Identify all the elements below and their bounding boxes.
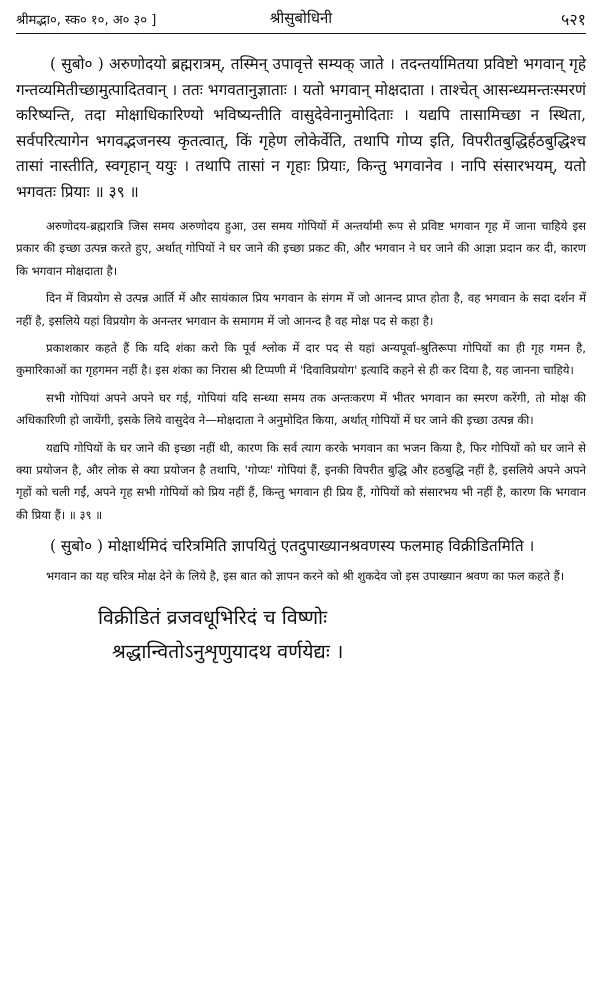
sanskrit-commentary-2: ( सुबो० ) मोक्षार्थमिदं चरित्रमिति ज्ञापयितुं एतदुपाख्यानश्रवणस्य फलमाह विक्रीडितमिति । <box>50 537 535 556</box>
header-title: श्रीसुबोधिनी <box>269 9 333 27</box>
hindi-paragraph-4: सभी गोपियां अपने अपने घर गई, गोपियां यदि सन्ध्या समय तक अन्तःकरण में भीतर भगवान का स्मरण करेंगी, तो मोक्ष की अधिकारिणी हो जायेंगी, इसके लिये वासुदेव ने—मोक्षदाता ने अनुमोदित किया, अर्थात् गोपियों में घर जाने की इच्छा उत्पन्न की। <box>16 390 586 428</box>
hindi-paragraph-5: यद्यपि गोपियों के घर जाने की इच्छा नहीं थी, कारण कि सर्व त्याग करके भगवान का भजन किया है, फिर गोपियों को घर जाने से क्या प्रयोजन है, और लोक से क्या प्रयोजन है तथापि, 'गोप्यः' गोपियां हैं, इनकी विपरीत बुद्धि और हठबुद्धि नहीं है, इसलिये अपने अपने गृहों को चली गईं, अपने गृह सभी गोपियों को प्रिय नहीं हैं, किन्तु भगवान ही प्रिय हैं, गोपियों को संसारभय भी नहीं है, कारण कि भगवान की प्रिया हैं। ॥ ३९ ॥ <box>16 440 586 522</box>
sanskrit-commentary-1: ( सुबो० ) अरुणोदयो ब्रह्मरात्रम्, तस्मिन् उपावृत्ते सम्यक् जाते । तदन्तर्यामितया प्रविष्टो भगवान् गृहे गन्तव्यमितीच्छामुत्पादितवान् । ततः भगवतानुज्ञाताः । यतो भगवान् मोक्षदाता । ताश्चेत् आसन्ध्यमन्तःस्मरणं करिष्यन्ति, तदा मोक्षाधिकारिण्यो भविष्यन्तीति वासुदेवेनानुमोदिताः । यद्यपि तासामिच्छा न स्थिता, सर्वपरित्यागेन भगवद्भजनस्य कृतत्वात्, किं गृहेण लोकेर्वेति, तथापि गोप्य इति, विपरीतबुद्धिर्हठबुद्धिश्च तासां नास्तीति, स्वगृहान् ययुः । तथापि तासां न गृहाः प्रियाः, किन्तु भगवानेव । नापि संसारभयम्, यतो भगवतः प्रियाः ॥ ३९ ॥ <box>16 55 586 201</box>
verse-line-1: विक्रीडितं व्रजवधूभिरिदं च विष्णोः <box>98 606 328 630</box>
hindi-final-paragraph: भगवान का यह चरित्र मोक्ष देने के लिये है, इस बात को ज्ञापन करने को श्री शुकदेव जो इस उपाख्यान श्रवण का फल कहते हैं। <box>46 568 565 583</box>
hindi-paragraph-2: दिन में विप्रयोग से उत्पन्न आर्ति में और सायंकाल प्रिय भगवान के संगम में जो आनन्द प्राप्त होता है, वह भगवान के सदा दर्शन में नहीं है, इसलिये यहां विप्रयोग के अनन्तर भगवान के समागम में जो आनन्द है वह मोक्ष पद से कहा है। <box>16 291 586 328</box>
page-number: ५२१ <box>561 10 586 29</box>
verse-line-2: श्रद्धान्वितोऽनुशृणुयादथ वर्णयेद्यः । <box>112 640 344 664</box>
hindi-paragraph-3: प्रकाशकार कहते हैं कि यदि शंका करो कि पूर्व श्लोक में दार पद से यहां अन्यपूर्वा-श्रुतिरूपा गोपियों का ही गृह गमन है, कुमारिकाओं का गृहगमन नहीं है। इस शंका का निरास श्री टिप्पणी में 'दिवाविप्रयोग' इत्यादि कहने से ही कर दिया है, यह जानना चाहिये। <box>16 341 586 378</box>
header-divider <box>16 33 586 34</box>
hindi-paragraph-1: अरुणोदय-ब्रह्मरात्रि जिस समय अरुणोदय हुआ, उस समय गोपियों में अन्तर्यामी रूप से प्रविष्ट भगवान गृह में जाना चाहिये इस प्रकार की इच्छा उत्पन्न करते हुए, अर्थात् गोपियों ने घर जाने की इच्छा प्रकट की, और भगवान ने घर जाने की आज्ञा प्रदान कर दी, कारण कि भगवान मोक्षदाता है। <box>16 219 586 278</box>
header-reference: श्रीमद्भा०, स्क० १०, अ० ३० ] <box>16 13 157 28</box>
page-header <box>16 0 586 34</box>
